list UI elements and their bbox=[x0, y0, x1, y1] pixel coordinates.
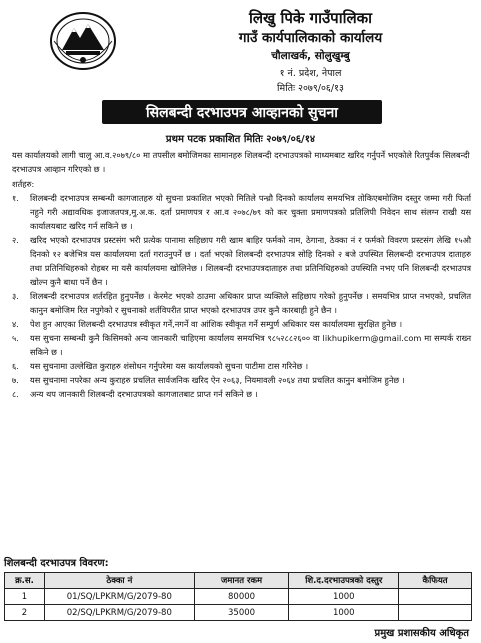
condition-number: ८. bbox=[12, 389, 19, 399]
condition-number: ६. bbox=[12, 361, 19, 371]
table-cell bbox=[399, 589, 472, 605]
table-cell: 01/SQ/LPKRM/G/2079-80 bbox=[44, 589, 194, 605]
tender-details-table bbox=[4, 572, 472, 621]
condition-number: ७. bbox=[12, 375, 19, 385]
table-cell bbox=[399, 605, 472, 621]
table-cell: 1000 bbox=[289, 605, 399, 621]
table-header-cell: ठेक्का नं bbox=[44, 573, 194, 589]
office-location: चौलाखर्क, सोलुखुम्बु bbox=[271, 50, 350, 62]
condition-item bbox=[12, 359, 471, 373]
province-line: १ नं. प्रदेश, नेपाल bbox=[279, 68, 342, 79]
table-header-row bbox=[5, 573, 472, 589]
table-cell: 2 bbox=[5, 605, 45, 621]
condition-number: ३. bbox=[12, 291, 19, 301]
condition-text: यस सुचना सम्बन्धी कुनै किसिमको अन्य जानकारी चाहिएमा कार्यालय समयभित्र ९८५२८८२६०० वा likhupikerm@gmail.com मा सम्पर्क राख्न सकिने छ । bbox=[30, 333, 471, 357]
table-header-cell: शि.द.दरभाउपत्रको दस्तुर bbox=[289, 573, 399, 589]
table-cell: 35000 bbox=[194, 605, 289, 621]
municipality-name: लिखु पिके गाउँपालिका bbox=[248, 9, 373, 27]
condition-text: यस सुचनामा उल्लेखित कुराहरु शंसोधन गर्नुपरेमा यस कार्यालयको सुचना पाटीमा टास गरिनेछ । bbox=[30, 361, 309, 371]
table-row bbox=[5, 589, 472, 605]
signature-title: प्रमुख प्रशासकीय अधिकृत bbox=[374, 628, 469, 639]
condition-text: खरिद भएको दरभाउपत्र प्रस्टसंग भरी प्रत्येक पानामा सहिछाप गरी खाम बाहिर फर्मको नाम, ठेगाना, ठेक्का नं र फर्मको विवरण प्रस्टसंग लेखि १५औ दिनको १२ बजेभित्र यस कार्यालयमा दर्ता गराउनुपर्ने छ । दर्ता भएको शिलबन्दी दरभाउपत्र सोहि दिनको २ बजे उपस्थित सिलबन्दी दरभाउपत्र दाताहरु तथा प्रतिनिधिहरुको रोहबर मा यसै कार्यालयमा खोलिनेछ । शिलबन्दी दरभाउपत्रदाताहरु तथा प्रतिनिधिहरुको उपस्थिति नभए पनि शिलबन्दी दरभाउपत्र खोल्न कुनै बाधा पर्ने छैन । bbox=[30, 235, 471, 287]
published-date: प्रथम पटक प्रकाशित मितिः २०७९/०६/१४ bbox=[165, 134, 316, 145]
header-date: मितिः २०७९/०६/१३ bbox=[277, 83, 344, 94]
office-name: गाउँ कार्यपालिकाको कार्यालय bbox=[238, 30, 383, 46]
condition-number: ४. bbox=[12, 319, 19, 329]
condition-item bbox=[12, 317, 471, 331]
intro-paragraph: यस कार्यालयको लागी चालु आ.व.२०७९/८० मा तपसील बमोजिमका सामानहरु शिलबन्दी दरभाउपत्रको माध्यमबाट खरिद गर्नुपर्ने भएकोले रितपुर्वक सिलबन्दी दरभाउपत्र आव्हान गरिएको छ । bbox=[12, 150, 470, 174]
conditions-list bbox=[12, 191, 471, 401]
table-header-cell: क्र.स. bbox=[5, 573, 45, 589]
condition-number: ५. bbox=[12, 333, 19, 343]
condition-text: शिलबन्दी दरभाउपत्र शर्तरहित हुनुपर्नेछ । केरमेट भएको ठाउमा अधिकार प्राप्त व्यक्तिले सहिछाप गरेको हुनुपर्नेछ । समयभित्र प्राप्त नभएको, प्रचलित कानुन बमोजिम रित नपुगेको र सुचनाको शर्तविपरीत प्राप्त भएको दरभाउपत्र उपर कुनै कारबाही हुने छैन । bbox=[30, 291, 471, 315]
condition-text: यस सुचनामा नपरेका अन्य कुराहरु प्रचलित सार्वजनिक खरिद ऐन २०६३, नियमावली २०६४ तथा प्रचलित कानुन बमोजिम हुनेछ । bbox=[30, 375, 405, 385]
condition-number: १. bbox=[12, 193, 19, 203]
table-cell: 1000 bbox=[289, 589, 399, 605]
condition-number: २. bbox=[12, 235, 19, 245]
conditions-heading: शर्तहरु: bbox=[12, 179, 35, 189]
notice-body bbox=[12, 148, 471, 401]
table-header-cell: कैफियत bbox=[399, 573, 472, 589]
table-cell: 02/SQ/LPKRM/G/2079-80 bbox=[44, 605, 194, 621]
condition-item bbox=[12, 373, 471, 387]
condition-item bbox=[12, 331, 471, 359]
condition-item bbox=[12, 233, 471, 289]
condition-text: अन्य थप जानकारी शिलबन्दी दरभाउपत्रको कागजातबाट प्राप्त गर्न सकिने छ । bbox=[30, 389, 258, 399]
condition-item bbox=[12, 289, 471, 317]
table-row bbox=[5, 605, 472, 621]
table-title: शिलबन्दी दरभाउपत्र विवरण: bbox=[4, 558, 109, 569]
condition-item bbox=[12, 387, 471, 401]
table-cell: 80000 bbox=[194, 589, 289, 605]
table-header-cell: जमानत रकम bbox=[194, 573, 289, 589]
condition-text: पेश हुन आएका शिलबन्दी दरभाउपत्र स्वीकृत गर्ने,नगर्ने वा आंशिक स्वीकृत गर्ने सम्पुर्ण अधिकार यस कार्यालयमा सुरक्षित हुनेछ । bbox=[30, 319, 403, 329]
condition-item bbox=[12, 191, 471, 233]
condition-text: शिलबन्दी दरभाउपत्र सम्बन्धी कागजातहरु यो सुचना प्रकाशित भएको मितिले पन्ध्रौ दिनको कार्यालय समयभित्र तोकिएबमोजिम दस्तुर जम्मा गरी फिर्ता नहुने गरी अद्यावधिक इजाजतपत्र,मु.अ.क. दर्ता प्रमाणपत्र र आ.व २०७८/७९ को कर चुक्ता प्रमाणपत्रको प्रतिलिपी निवेदन साथ संलग्न राखी यस कार्यालयबाट खरिद गर्न सकिने छ । bbox=[30, 193, 471, 231]
municipality-emblem-icon bbox=[48, 10, 118, 72]
notice-title-banner: सिलबन्दी दरभाउपत्र आव्हानको सुचना bbox=[102, 100, 382, 124]
table-body bbox=[5, 589, 472, 621]
table-cell: 1 bbox=[5, 589, 45, 605]
